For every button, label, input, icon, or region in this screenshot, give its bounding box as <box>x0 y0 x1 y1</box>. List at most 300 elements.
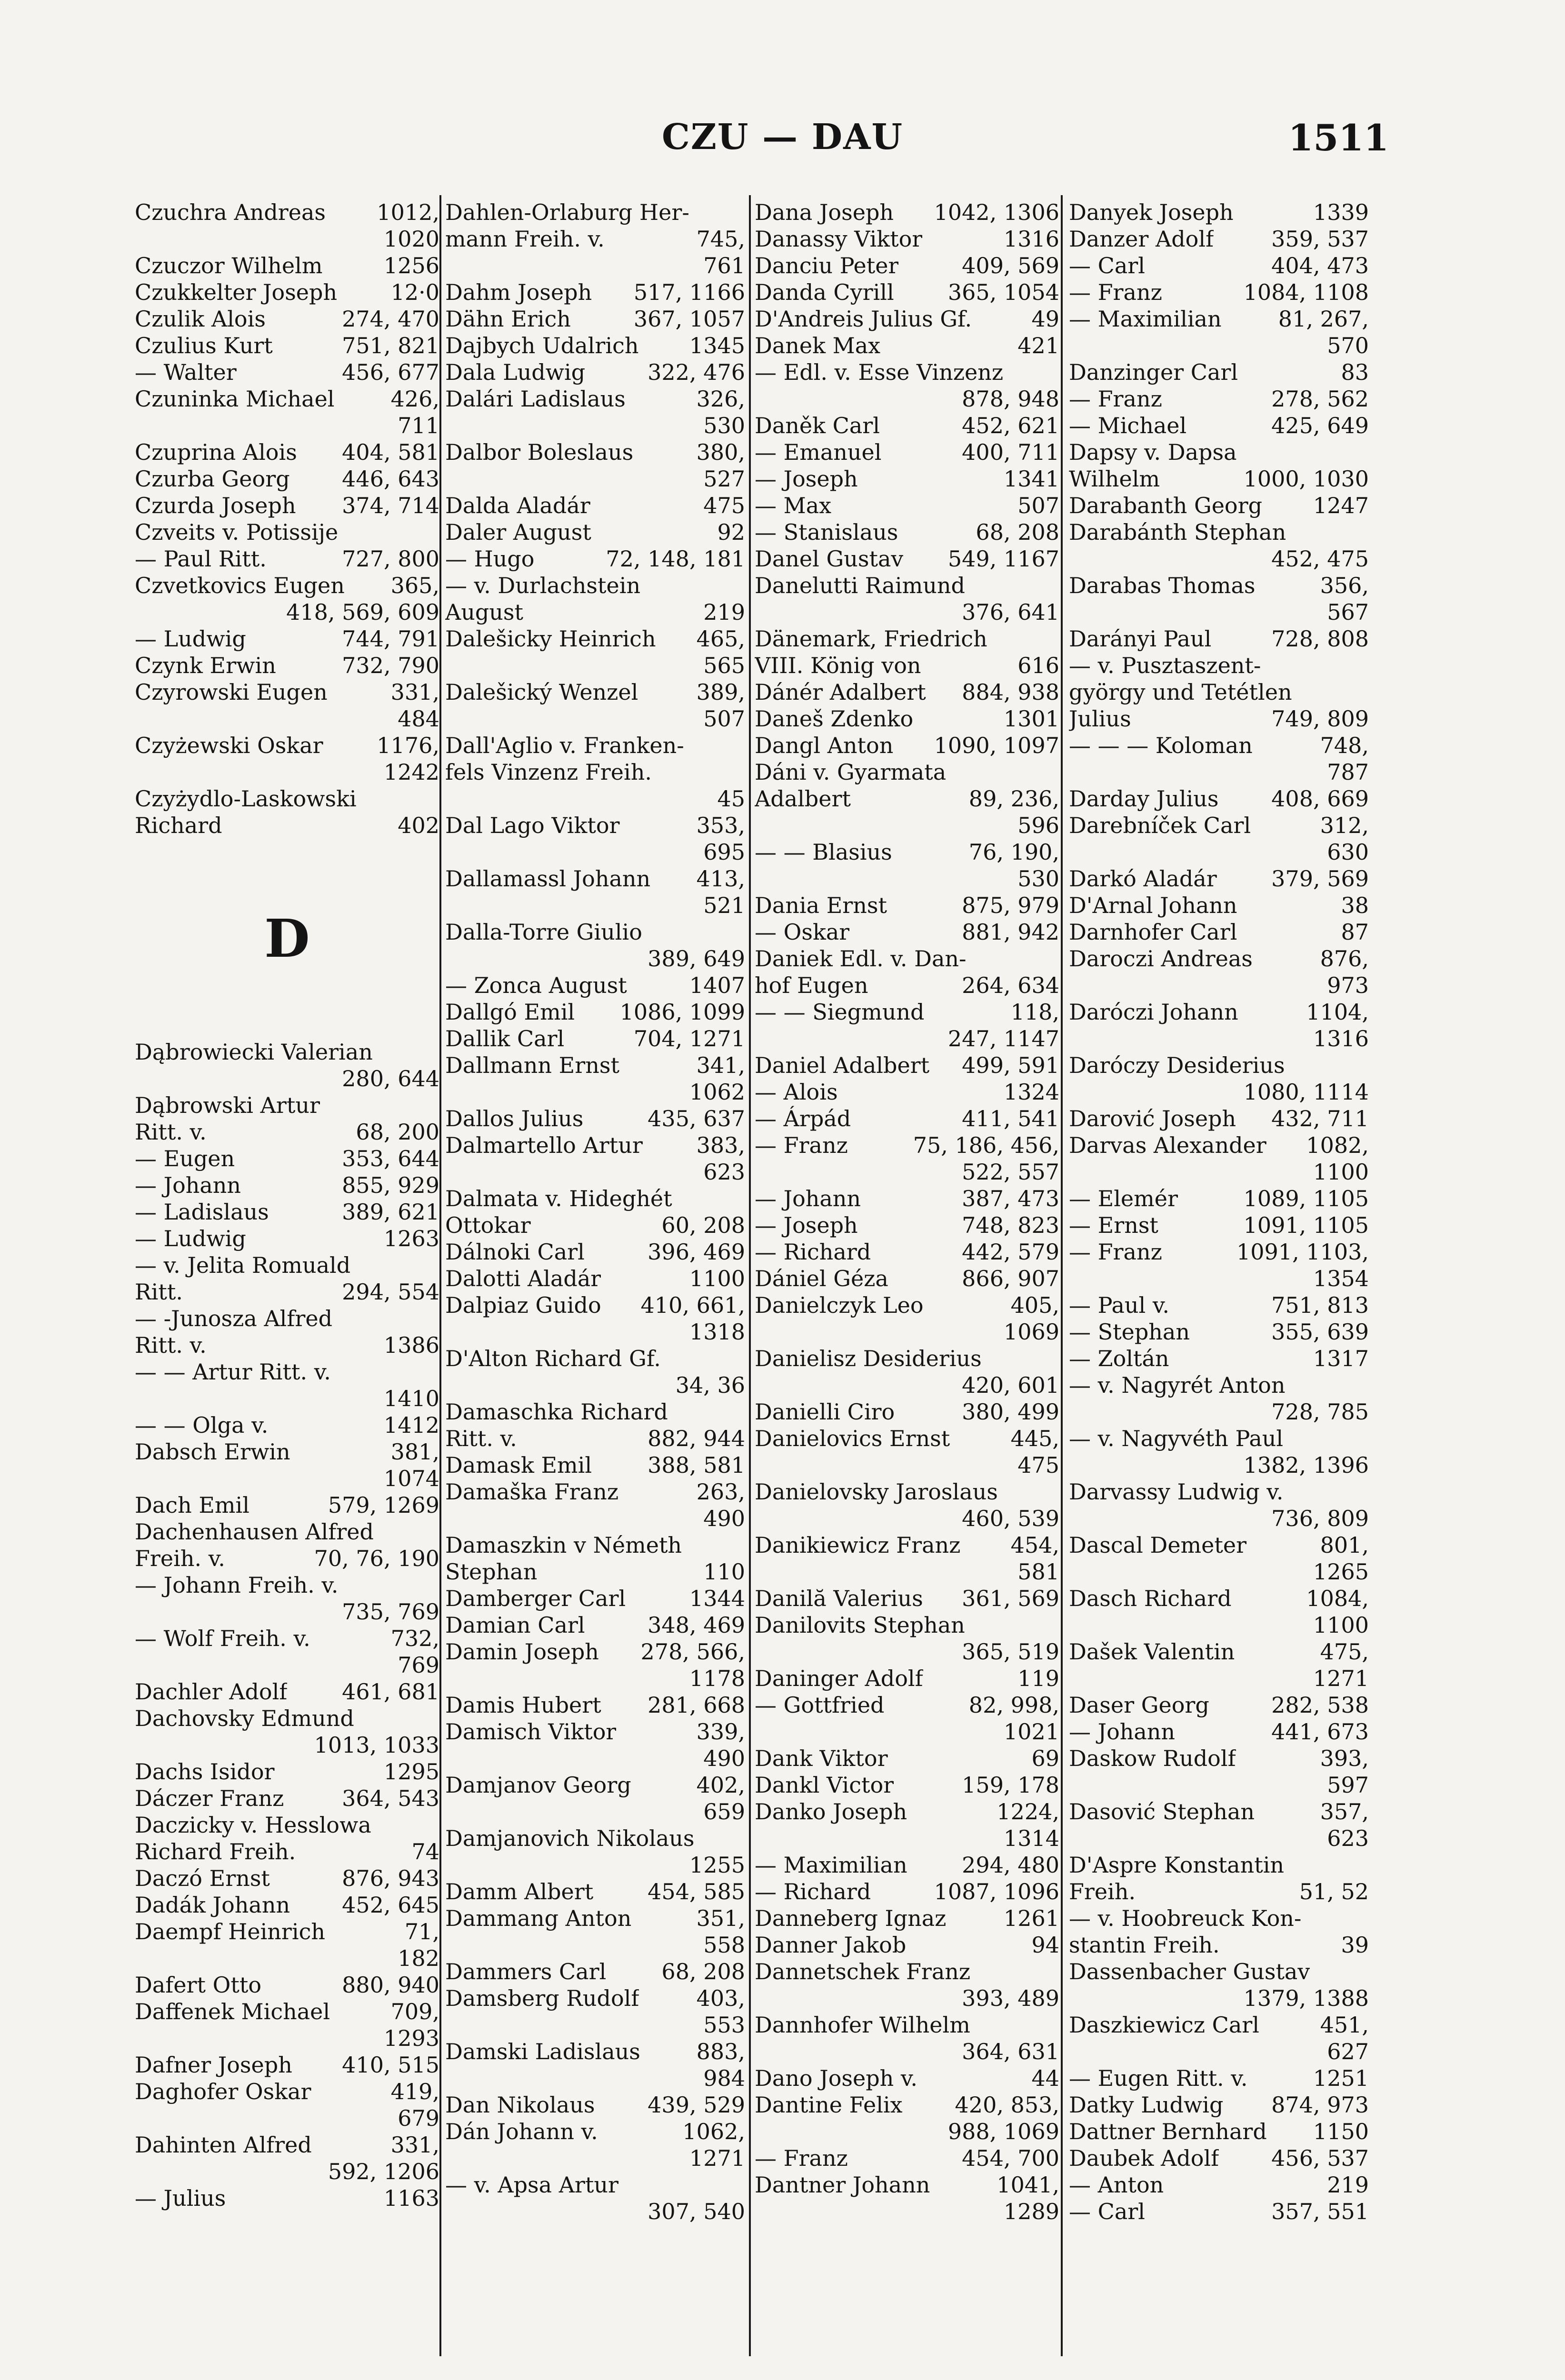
entry-name: Daghofer Oskar <box>135 2079 311 2104</box>
entry-pages: 1091, 1103, <box>1236 1239 1369 1265</box>
entry-name: Dalmartello Artur <box>445 1132 643 1158</box>
entry-pages: 1013, 1033 <box>314 1732 439 1758</box>
index-entry <box>755 2172 1059 2198</box>
index-entry <box>135 1785 439 1812</box>
index-entry <box>1069 1772 1369 1798</box>
entry-pages: 452, 645 <box>342 1892 439 1918</box>
index-entry <box>445 466 745 492</box>
entry-name: Dattner Bernhard <box>1069 2119 1267 2144</box>
entry-name: Daser Georg <box>1069 1692 1209 1718</box>
entry-pages: 282, 538 <box>1271 1692 1369 1718</box>
index-entry <box>755 999 1059 1025</box>
index-entry <box>1069 1878 1369 1905</box>
entry-pages: 490 <box>703 1506 745 1531</box>
entry-pages: 735, 769 <box>342 1599 439 1625</box>
entry-name: Dalešicky Heinrich <box>445 626 656 652</box>
index-entry <box>135 652 439 679</box>
entry-name: Daempf Heinrich <box>135 1919 326 1944</box>
entry-pages: 627 <box>1327 2039 1369 2064</box>
entry-pages: 1224, <box>997 1799 1059 1825</box>
entry-name: Damjanov Georg <box>445 1772 631 1798</box>
index-entry <box>135 1652 439 1678</box>
entry-name: Dankl Victor <box>755 1772 894 1798</box>
index-entry <box>445 519 745 545</box>
index-entry <box>755 1532 1059 1558</box>
entry-pages: 380, 499 <box>962 1399 1059 1425</box>
index-entry <box>1069 1505 1369 1532</box>
entry-name: Julius <box>1069 706 1131 732</box>
index-entry <box>135 1145 439 1172</box>
entry-name: — Michael <box>1069 413 1187 438</box>
entry-name: Daniek Edl. v. Dan- <box>755 946 967 972</box>
index-entry <box>445 1825 745 1852</box>
entry-pages: 70, 76, 190 <box>314 1546 439 1571</box>
index-entry <box>1069 1932 1369 1958</box>
index-entry <box>755 2118 1059 2145</box>
index-entry <box>135 785 439 812</box>
entry-pages: 34, 36 <box>675 1372 745 1398</box>
entry-pages: 419, <box>390 2079 439 2104</box>
index-entry <box>1069 1425 1369 1452</box>
entry-name: Daniel Adalbert <box>755 1052 930 1078</box>
entry-name: Dąbrowski Artur <box>135 1092 320 1118</box>
index-entry <box>1069 652 1369 679</box>
entry-name: Adalbert <box>755 786 851 812</box>
entry-pages: 727, 800 <box>342 546 439 572</box>
entry-name: — Maximilian <box>755 1852 907 1878</box>
index-entry <box>1069 2172 1369 2198</box>
entry-name: Dafert Otto <box>135 1972 262 1998</box>
entry-pages: 380, <box>696 439 745 465</box>
entry-pages: 331, <box>390 2132 439 2158</box>
entry-pages: 278, 566, <box>640 1639 745 1665</box>
entry-name: Dallmann Ernst <box>445 1052 619 1078</box>
index-entry <box>445 2198 745 2225</box>
entry-name: Dapsy v. Dapsa <box>1069 439 1237 465</box>
entry-pages: 1021 <box>1003 1719 1059 1745</box>
index-entry <box>755 279 1059 306</box>
index-entry <box>445 625 745 652</box>
entry-name: Dánér Adalbert <box>755 679 926 705</box>
index-entry <box>755 1958 1059 1985</box>
entry-pages: 1074 <box>383 1466 439 1491</box>
index-entry <box>135 1412 439 1438</box>
entry-name: VIII. König von <box>755 653 921 678</box>
index-entry <box>445 332 745 359</box>
entry-pages: 1263 <box>383 1226 439 1251</box>
index-entry <box>135 306 439 332</box>
index-entry <box>135 2052 439 2078</box>
index-entry <box>1069 2012 1369 2038</box>
index-entry <box>135 1305 439 1332</box>
entry-pages: 322, 476 <box>648 359 745 385</box>
entry-name: Darányi Paul <box>1069 626 1212 652</box>
entry-name: Dallgó Emil <box>445 999 575 1025</box>
index-entry <box>1069 466 1369 492</box>
index-entry <box>445 1612 745 1638</box>
index-entry <box>445 1292 745 1319</box>
index-entry <box>755 1985 1059 2012</box>
entry-name: — — Olga v. <box>135 1412 269 1438</box>
entry-name: Czyżewski Oskar <box>135 733 323 758</box>
entry-pages: 445, <box>1010 1426 1059 1451</box>
entry-pages: 326, <box>696 386 745 412</box>
entry-pages: 76, 190, <box>968 839 1059 865</box>
entry-name: Czuprina Alois <box>135 439 297 465</box>
entry-name: — Wolf Freih. v. <box>135 1626 310 1651</box>
entry-pages: 732, 790 <box>342 653 439 678</box>
entry-pages: 383, <box>696 1132 745 1158</box>
entry-name: Daczicky v. Hesslowa <box>135 1812 371 1838</box>
index-entry <box>755 1638 1059 1665</box>
entry-pages: 1407 <box>689 972 745 998</box>
index-entry <box>1069 1212 1369 1239</box>
entry-pages: 410, 661, <box>640 1292 745 1318</box>
index-entry <box>135 252 439 279</box>
entry-pages: 274, 470 <box>342 306 439 332</box>
index-entry <box>445 1398 745 1425</box>
entry-pages: 402 <box>398 813 439 838</box>
entry-name: — Elemér <box>1069 1186 1178 1211</box>
entry-name: Dalotti Aladár <box>445 1266 601 1291</box>
entry-name: — Oskar <box>755 919 850 945</box>
index-entry <box>755 332 1059 359</box>
entry-name: Dachovsky Edmund <box>135 1706 354 1731</box>
index-entry <box>755 972 1059 999</box>
index-entry <box>135 1252 439 1279</box>
index-entry <box>755 1798 1059 1825</box>
index-entry <box>445 1852 745 1878</box>
entry-pages: 92 <box>717 519 745 545</box>
index-entry <box>135 1812 439 1838</box>
entry-name: Dal Lago Viktor <box>445 813 620 838</box>
column-divider <box>439 195 441 2356</box>
entry-pages: 1176, <box>377 733 439 758</box>
entry-pages: 1242 <box>383 759 439 785</box>
index-entry <box>445 2092 745 2118</box>
entry-pages: 247, 1147 <box>947 1026 1059 1051</box>
entry-name: Dahinten Alfred <box>135 2132 312 2158</box>
index-entry <box>135 199 439 226</box>
index-entry <box>135 1732 439 1758</box>
column-1 <box>135 199 439 2365</box>
index-entry <box>1069 1452 1369 1478</box>
entry-name: Dach Emil <box>135 1492 249 1518</box>
entry-pages: 881, 942 <box>962 919 1059 945</box>
index-entry <box>1069 279 1369 306</box>
entry-pages: 749, 809 <box>1271 706 1369 732</box>
index-entry <box>755 865 1059 892</box>
index-entry <box>1069 1025 1369 1052</box>
entry-name: — Alois <box>755 1079 838 1105</box>
index-entry <box>445 1132 745 1159</box>
entry-pages: 341, <box>696 1052 745 1078</box>
index-entry <box>755 892 1059 919</box>
entry-name: Dáni v. Gyarmata <box>755 759 947 785</box>
entry-name: Danda Cyrill <box>755 279 894 305</box>
entry-pages: 1104, <box>1306 999 1369 1025</box>
entry-name: Dannhofer Wilhelm <box>755 2012 970 2038</box>
entry-pages: 71, <box>404 1919 439 1944</box>
entry-name: — Johann <box>1069 1719 1176 1745</box>
entry-pages: 451, <box>1320 2012 1369 2038</box>
entry-pages: 405, <box>1010 1292 1059 1318</box>
index-entry <box>135 1279 439 1305</box>
entry-name: Dallik Carl <box>445 1026 565 1051</box>
entry-name: Czuninka Michael <box>135 386 335 412</box>
entry-pages: 507 <box>1017 493 1059 518</box>
index-entry <box>1069 1798 1369 1825</box>
entry-name: Dán Johann v. <box>445 2119 598 2144</box>
entry-name: — Stephan <box>1069 1319 1190 1345</box>
entry-pages: 507 <box>703 706 745 732</box>
index-entry <box>1069 439 1369 466</box>
entry-pages: 1271 <box>689 2145 745 2171</box>
entry-name: Dasch Richard <box>1069 1586 1232 1611</box>
entry-name: D'Arnal Johann <box>1069 892 1237 918</box>
entry-pages: 1410 <box>383 1386 439 1411</box>
entry-name: Ritt. v. <box>135 1332 207 1358</box>
entry-name: Ritt. v. <box>445 1426 517 1451</box>
entry-name: Czyrowski Eugen <box>135 679 328 705</box>
entry-pages: 1261 <box>1003 1905 1059 1931</box>
index-entry <box>1069 1825 1369 1852</box>
index-entry <box>135 1598 439 1625</box>
index-entry <box>445 226 745 252</box>
entry-pages: 475 <box>1017 1452 1059 1478</box>
index-entry <box>445 1878 745 1905</box>
entry-pages: 745, <box>696 226 745 252</box>
entry-pages: 435, 637 <box>648 1106 745 1131</box>
entry-name: Damask Emil <box>445 1452 592 1478</box>
index-entry <box>445 412 745 439</box>
entry-pages: 1324 <box>1003 1079 1059 1105</box>
index-entry <box>445 1665 745 1692</box>
entry-pages: 461, 681 <box>342 1679 439 1705</box>
index-entry <box>135 492 439 519</box>
entry-name: Czynk Erwin <box>135 653 276 678</box>
entry-pages: 51, 52 <box>1299 1879 1369 1904</box>
entry-pages: 592, 1206 <box>328 2159 439 2184</box>
entry-name: Richard <box>135 813 222 838</box>
index-entry <box>445 386 745 412</box>
index-entry <box>135 2185 439 2211</box>
entry-pages: 553 <box>703 2012 745 2038</box>
entry-name: Ritt. v. <box>135 1119 207 1145</box>
index-entry <box>445 1372 745 1398</box>
entry-pages: 1251 <box>1313 2065 1369 2091</box>
entry-pages: 388, 581 <box>648 1452 745 1478</box>
index-entry <box>1069 1692 1369 1718</box>
column-2 <box>445 199 745 2365</box>
entry-name: Czurda Joseph <box>135 493 296 518</box>
entry-name: — — Artur Ritt. v. <box>135 1359 331 1385</box>
index-entry <box>755 839 1059 865</box>
index-entry <box>445 839 745 865</box>
entry-pages: 558 <box>703 1932 745 1958</box>
entry-name: Czyżydlo-Laskowski <box>135 786 357 812</box>
entry-name: — — — Koloman <box>1069 733 1253 758</box>
entry-pages: 294, 554 <box>342 1279 439 1305</box>
index-entry <box>135 1945 439 1972</box>
index-entry <box>1069 2118 1369 2145</box>
index-entry <box>755 2198 1059 2225</box>
index-entry <box>135 466 439 492</box>
index-entry <box>135 1332 439 1359</box>
index-entry <box>135 759 439 785</box>
index-entry <box>1069 1745 1369 1772</box>
index-entry <box>445 2118 745 2145</box>
entry-name: Dachs Isidor <box>135 1759 275 1785</box>
index-entry <box>445 1425 745 1452</box>
entry-pages: 44 <box>1031 2065 1059 2091</box>
entry-name: Dantine Felix <box>755 2092 903 2118</box>
index-entry <box>755 1718 1059 1745</box>
entry-name: — Anton <box>1069 2172 1164 2198</box>
index-entry <box>445 1772 745 1798</box>
entry-pages: 119 <box>1017 1666 1059 1691</box>
index-entry <box>1069 945 1369 972</box>
entry-list <box>1069 199 1369 2225</box>
index-entry <box>135 1758 439 1785</box>
index-entry <box>755 1398 1059 1425</box>
index-entry <box>755 226 1059 252</box>
entry-name: Dalda Aladár <box>445 493 590 518</box>
entry-name: fels Vinzenz Freih. <box>445 759 652 785</box>
entry-pages: 1100 <box>1313 1159 1369 1185</box>
entry-list <box>135 1039 439 2211</box>
entry-pages: 456, 677 <box>342 359 439 385</box>
entry-name: Czuchra Andreas <box>135 199 326 225</box>
entry-pages: 623 <box>1327 1825 1369 1851</box>
entry-pages: 182 <box>398 1945 439 1971</box>
entry-pages: 565 <box>703 653 745 678</box>
index-entry <box>135 812 439 839</box>
entry-pages: 984 <box>703 2065 745 2091</box>
entry-pages: 751, 821 <box>342 333 439 358</box>
entry-name: Dahlen-Orlaburg Her- <box>445 199 689 225</box>
index-entry <box>1069 625 1369 652</box>
entry-name: — Zoltán <box>1069 1346 1169 1371</box>
index-entry <box>445 945 745 972</box>
entry-name: Darvassy Ludwig v. <box>1069 1479 1284 1505</box>
entry-name: Dálnoki Carl <box>445 1239 585 1265</box>
index-entry <box>755 572 1059 599</box>
entry-name: — -Junosza Alfred <box>135 1306 333 1331</box>
index-entry <box>445 1958 745 1985</box>
entry-pages: 1341 <box>1003 466 1059 492</box>
index-entry <box>135 2158 439 2185</box>
index-entry <box>445 1638 745 1665</box>
index-entry <box>445 439 745 466</box>
entry-pages: 1084, <box>1306 1586 1369 1611</box>
index-entry <box>755 1025 1059 1052</box>
index-entry <box>445 2145 745 2172</box>
index-entry <box>755 599 1059 625</box>
index-entry <box>445 2065 745 2092</box>
page-number: 1511 <box>1288 117 1389 159</box>
entry-name: Danyek Joseph <box>1069 199 1234 225</box>
index-entry <box>1069 1905 1369 1932</box>
entry-pages: 679 <box>398 2105 439 2131</box>
index-entry <box>1069 332 1369 359</box>
page-header-title: CZU — DAU <box>661 117 904 158</box>
entry-pages: 1086, 1099 <box>619 999 745 1025</box>
entry-name: Darnhofer Carl <box>1069 919 1237 945</box>
entry-name: Danielczyk Leo <box>755 1292 924 1318</box>
index-entry <box>1069 1532 1369 1558</box>
entry-name: Dangl Anton <box>755 733 894 758</box>
index-entry <box>445 1185 745 1212</box>
index-entry <box>1069 1985 1369 2012</box>
entry-pages: 709, <box>390 1999 439 2024</box>
entry-name: — Max <box>755 493 832 518</box>
entry-name: Daler August <box>445 519 591 545</box>
index-entry <box>135 599 439 625</box>
entry-pages: 527 <box>703 466 745 492</box>
entry-pages: 1041, <box>997 2172 1059 2198</box>
entry-pages: 1080, 1114 <box>1243 1079 1369 1105</box>
entry-pages: 630 <box>1327 839 1369 865</box>
index-entry <box>445 306 745 332</box>
index-entry <box>1069 705 1369 732</box>
index-entry <box>755 2038 1059 2065</box>
index-entry <box>1069 572 1369 599</box>
entry-pages: 1084, 1108 <box>1243 279 1369 305</box>
index-entry <box>1069 999 1369 1025</box>
entry-pages: 364, 631 <box>962 2039 1059 2064</box>
entry-pages: 420, 853, <box>955 2092 1059 2118</box>
entry-pages: 1295 <box>383 1759 439 1785</box>
index-entry <box>135 1518 439 1545</box>
index-entry <box>1069 1558 1369 1585</box>
column-divider <box>749 195 751 2356</box>
entry-name: Dank Viktor <box>755 1745 888 1771</box>
index-entry <box>1069 2092 1369 2118</box>
entry-pages: 356, <box>1320 573 1369 598</box>
entry-name: Danielovsky Jaroslaus <box>755 1479 998 1505</box>
entry-pages: 597 <box>1327 1772 1369 1798</box>
entry-pages: 1256 <box>383 253 439 278</box>
index-entry <box>755 625 1059 652</box>
entry-name: — Franz <box>755 2145 848 2171</box>
index-entry <box>755 1478 1059 1505</box>
entry-pages: 159, 178 <box>962 1772 1059 1798</box>
index-entry <box>755 1372 1059 1398</box>
index-entry <box>755 306 1059 332</box>
index-entry <box>755 1852 1059 1878</box>
index-entry <box>135 1865 439 1892</box>
entry-pages: 732, <box>390 1626 439 1651</box>
entry-name: Daszkiewicz Carl <box>1069 2012 1259 2038</box>
entry-name: — — Blasius <box>755 839 892 865</box>
entry-pages: 736, 809 <box>1271 1506 1369 1531</box>
entry-name: Danciu Peter <box>755 253 899 278</box>
entry-name: Dania Ernst <box>755 892 887 918</box>
index-entry <box>1069 252 1369 279</box>
index-entry <box>755 1052 1059 1079</box>
entry-pages: 1091, 1105 <box>1243 1212 1369 1238</box>
index-entry <box>445 972 745 999</box>
index-entry <box>1069 892 1369 919</box>
entry-name: Dan Nikolaus <box>445 2092 595 2118</box>
index-entry <box>445 1212 745 1239</box>
index-entry <box>755 1159 1059 1185</box>
index-entry <box>445 599 745 625</box>
entry-pages: 1379, 1388 <box>1243 1985 1369 2011</box>
entry-name: Dannetschek Franz <box>755 1959 971 1984</box>
index-entry <box>135 1998 439 2025</box>
